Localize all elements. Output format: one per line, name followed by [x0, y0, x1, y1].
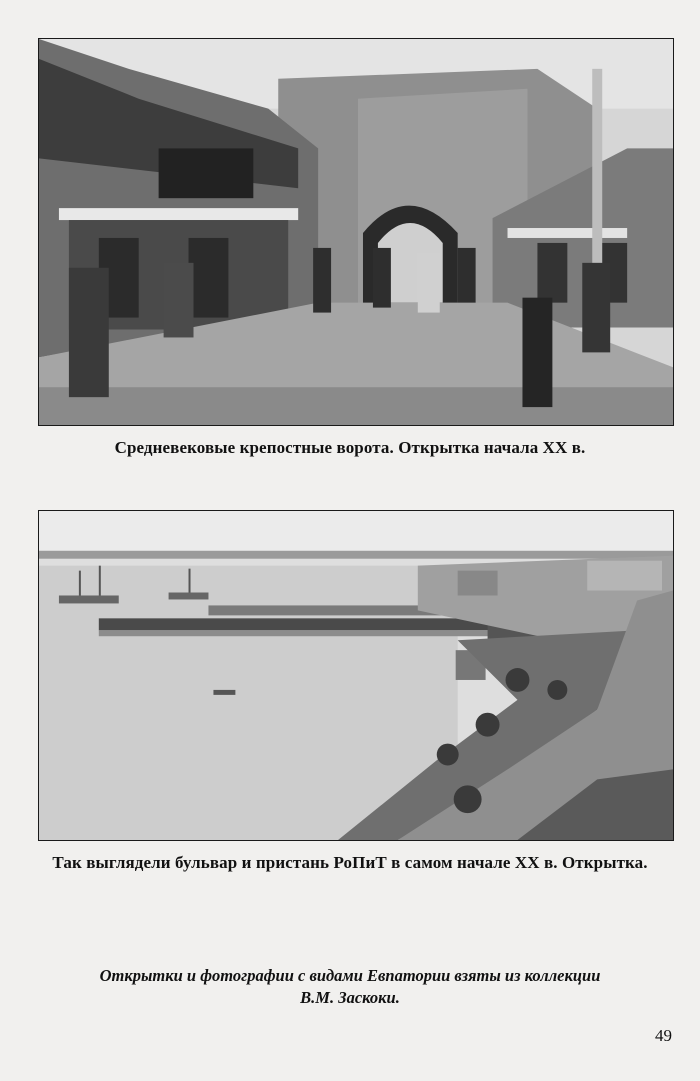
photo-boulevard-pier	[38, 510, 674, 841]
photo-caption: Средневековые крепостные ворота. Открытка начала XX в.	[114, 438, 586, 457]
photo-caption: Так выглядели бульвар и пристань РоПиТ в самом начале XX в. Открытка.	[52, 853, 648, 872]
page-number: 49	[655, 1026, 672, 1045]
photo-fortress-gate	[38, 38, 674, 426]
credit-author: В.М. Заскоки.	[300, 988, 400, 1007]
credit-text: Открытки и фотографии с видами Евпатории взяты из коллекции	[99, 966, 601, 985]
